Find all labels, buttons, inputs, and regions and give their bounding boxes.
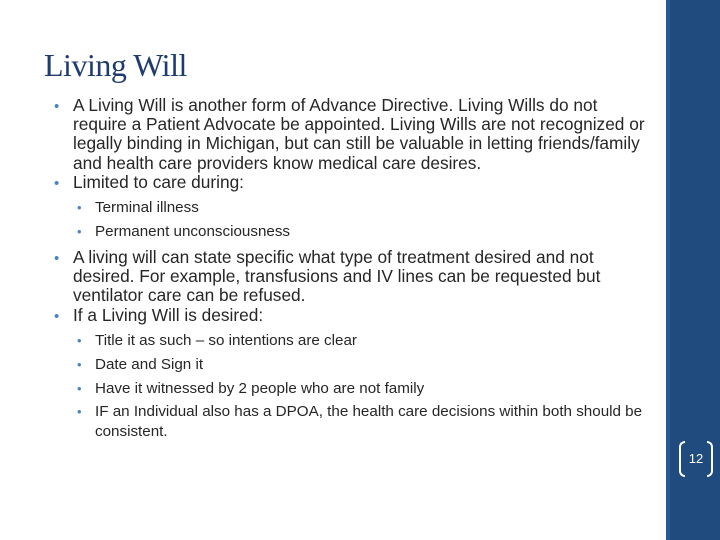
bullet-marker-icon: • xyxy=(77,224,82,240)
bullet-item xyxy=(54,248,654,306)
sub-bullet-list xyxy=(54,196,654,244)
page-number: 12 xyxy=(688,451,704,466)
sidebar-edge xyxy=(666,0,670,540)
bullet-marker-icon: • xyxy=(77,381,82,397)
bullet-marker-icon: • xyxy=(77,403,82,419)
slide-content xyxy=(54,96,654,446)
bullet-marker-icon: • xyxy=(54,98,60,115)
sub-bullet-item xyxy=(54,377,654,401)
sub-bullet-item xyxy=(54,220,654,244)
slide-title: Living Will xyxy=(44,47,187,83)
sub-bullet-text: Permanent unconsciousness xyxy=(95,223,291,241)
left-bracket-icon xyxy=(679,441,685,477)
bullet-marker-icon: • xyxy=(54,307,60,325)
bullet-text: A living will can state specific what type of treatment desired and not desired. For example, transfusions and IV lines can be requested but ventilator care can be refused. xyxy=(73,247,601,306)
bullet-marker-icon: • xyxy=(77,332,82,348)
bullet-text: Limited to care during: xyxy=(73,171,244,192)
bullet-text: If a Living Will is desired: xyxy=(73,304,264,325)
bullet-marker-icon: • xyxy=(54,174,60,192)
sub-bullet-text: Terminal illness xyxy=(95,199,199,217)
right-bracket-icon xyxy=(707,441,713,477)
bullet-marker-icon: • xyxy=(77,357,82,373)
bullet-item xyxy=(54,306,654,325)
sub-bullet-item xyxy=(54,402,654,442)
bullet-marker-icon: • xyxy=(77,200,82,216)
bullet-text: A Living Will is another form of Advance Directive. Living Wills do not require a Patient Advocate be appointed. Living Wills are not recognized or legally binding in Michigan, but can still be valuable in letting friends/family and health care providers know medical care desires. xyxy=(73,95,645,173)
sub-bullet-text: Have it witnessed by 2 people who are not family xyxy=(95,380,425,398)
sub-bullet-text: Date and Sign it xyxy=(95,356,204,374)
sub-bullet-item xyxy=(54,353,654,377)
bullet-marker-icon: • xyxy=(54,250,60,268)
sub-bullet-item xyxy=(54,196,654,220)
bullet-item xyxy=(54,173,654,192)
bullet-item xyxy=(54,96,654,173)
sub-bullet-text: Title it as such – so intentions are clear xyxy=(95,331,357,349)
sub-bullet-text: IF an Individual also has a DPOA, the health care decisions within both should be consistent. xyxy=(95,402,643,440)
sub-bullet-item xyxy=(54,329,654,353)
sub-bullet-list xyxy=(54,329,654,442)
page-number-badge xyxy=(679,441,713,477)
